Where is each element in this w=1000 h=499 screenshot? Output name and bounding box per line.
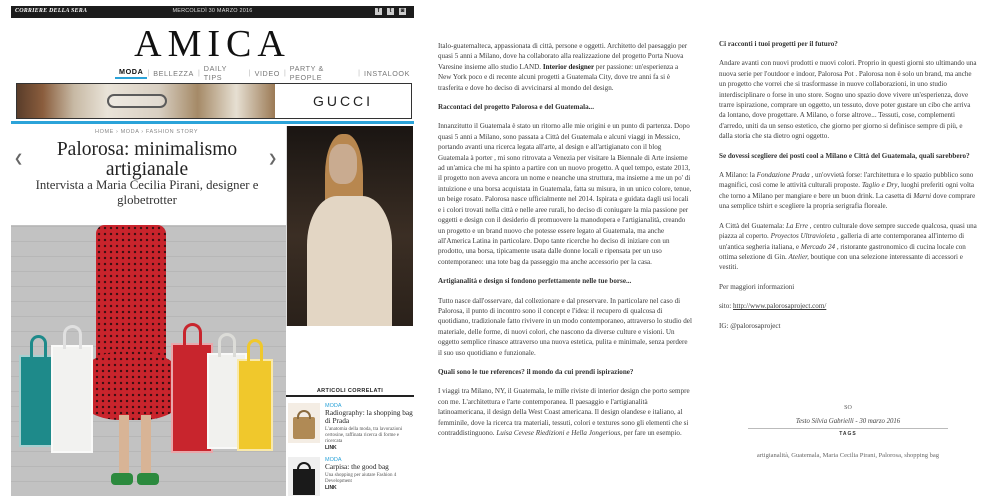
facebook-icon[interactable]: f: [375, 8, 382, 15]
related-link[interactable]: LINK: [325, 445, 337, 451]
site-url-link[interactable]: http://www.palorosaproject.com/: [733, 302, 827, 311]
instagram-icon[interactable]: ◙: [400, 8, 405, 14]
answer-paragraph: Tutto nasce dall'osservare, dal collezionare e dal preservare. In particolare nel caso di Palorosa, il punto di incontro sono il concept e l'idea: il recupero di qualcosa di quotidiano, tradizionale fatto rivivere in un modo contemporaneo, attraverso lo studio del materiale, delle forme, di nuovi colori, che nascono da diverse culture e visioni. Un oggetto semplice rinasce attraverso una nuova estetica, pulita e minimale, senza perdere il suo uso quotidiano e funzionale.: [438, 296, 692, 357]
accent-divider: [11, 121, 414, 124]
date-label: MERCOLEDÌ 30 MARZO 2016: [172, 8, 253, 14]
related-title: ARTICOLI CORRELATI: [286, 388, 414, 397]
answer-paragraph: I viaggi tra Milano, NY, il Guatemala, le mille riviste di interior design che porto sempre con me. L'architettura e l'arte contemporanea. Il paesaggio e l'artigianalità latinoamericana, il design della West Coast americana. Il design olandese e italiano, al femminile, dove la ricerca tra materiali, tessuti, colori e textures sono gli elementi che si contraddistinguono. Luisa Cevese Riedizioni e Hella Jongerious, per fare un esempio.: [438, 387, 690, 437]
article-subheadline: Intervista a Maria Cecilia Pirani, designer e globetrotter: [35, 178, 259, 207]
article-column-2: [719, 39, 977, 340]
article-headline: Palorosa: minimalismo artigianale: [56, 139, 238, 180]
related-category[interactable]: MODA: [325, 403, 342, 409]
social-links: [375, 8, 406, 15]
author-line: Testo Silvia Gabrielli - 30 marzo 2016: [795, 418, 901, 425]
so-label: SO: [844, 405, 852, 411]
nav-item-bellezza[interactable]: BELLEZZA: [153, 68, 194, 78]
article-column-1: [438, 41, 693, 447]
nav-item-video[interactable]: VIDEO: [254, 68, 280, 78]
prada-bag-thumbnail[interactable]: [288, 403, 320, 443]
answer-guatemala: A Città del Guatemala: La Erre , centro culturale dove sempre succede qualcosa, quasi una piazza al coperto. Proyectos Ultravioleta , galleria di arte contemporanea all'interno di un'antica segheria italiana, e Mercado 24 , ristorante gastronomico di cucina locale con ottima selezione di Gin. Atelier, boutique con una selezione interessante di accessori e vestiti.: [719, 221, 977, 272]
designer-portrait-photo: [286, 126, 413, 326]
tags-heading: TAGS: [839, 431, 857, 437]
question-heading: Raccontaci del progetto Palorosa e del Guatemala...: [438, 103, 594, 112]
answer-milano: A Milano: la Fondazione Prada , un'ovvietà forse: l'architettura e lo spazio pubblico sono magnifici, così come le attività culturali proposte. Taglio e Dry, luoghi preferiti ogni volta che torno a Milano per mangiare e bere un buon drink. La casetta di Marni dove comprare una semplice tshirt e scegliere la propria serigrafia floreale.: [719, 171, 976, 211]
main-nav: MODA | BELLEZZA | DAILY TIPS | VIDEO | PARTY & PEOPLE | INSTALOOK: [11, 66, 414, 80]
question-heading: Artigianalità e design si fondono perfettamente nelle tue borse...: [438, 277, 632, 286]
article-intro: Italo-guatemalteca, appassionata di città, persone e oggetti. Architetto del paesaggio per quasi 5 anni a Milano, dove ha collaborato alla realizzazione del progetto Porta Nuova Varesine insieme allo studio LAND. Interior designer per passione: un'esperienza a New York poco e di recente alcuni progetti a Guatemala City, dove tre anni fa si è trasferita e dove ho deciso di avvicinarsi al mondo del design.: [438, 42, 688, 92]
related-link[interactable]: LINK: [325, 485, 337, 491]
related-desc: Una shopping per aiutare Fashion 4 Development: [325, 473, 397, 484]
site-line: sito: http://www.palorosaproject.com/: [719, 302, 827, 311]
gucci-ad-banner[interactable]: [16, 83, 412, 119]
breadcrumb[interactable]: HOME › MODA › FASHION STORY: [95, 129, 199, 135]
site-screenshot: [11, 6, 414, 496]
related-desc: L'anatomia della moda, tra lavorazioni certosine, raffinata ricerca di forme e ricercata: [325, 427, 403, 444]
tags-list[interactable]: artigianalità, Guatemala, Maria Cecilia Pirani, Palorosa, shopping bag: [756, 452, 940, 459]
carpisa-bag-thumbnail[interactable]: [288, 457, 320, 496]
nav-item-daily-tips[interactable]: DAILY TIPS: [203, 64, 227, 82]
next-article-arrow-icon[interactable]: ❯: [268, 153, 278, 165]
question-heading: Se dovessi scegliere dei posti cool a Milano e Città del Guatemala, quali sarebbero?: [719, 151, 970, 160]
top-bar: [11, 6, 414, 18]
ad-photo: [17, 84, 275, 118]
related-item[interactable]: [286, 403, 414, 451]
article-credit: [719, 405, 977, 459]
divider: [748, 428, 948, 429]
nav-item-instalook[interactable]: INSTALOOK: [363, 68, 410, 78]
question-heading: Ci racconti i tuoi progetti per il futuro?: [719, 40, 838, 48]
question-heading: Quali sono le tue references? il mondo da cui prendi ispirazione?: [438, 367, 634, 376]
related-title-link[interactable]: Carpisa: the good bag: [325, 462, 389, 471]
ad-brand-name: GUCCI: [312, 93, 374, 109]
answer-paragraph: Andare avanti con nuovi prodotti e nuovi colori. Proprio in questi giorni sto ultimando una nuova serie per l'outdoor e indoor, Palorosa Pot . Palorosa non è solo un brand, ma anche un progetto che vorrei che si trasformasse in nuove collaborazioni, in uno studio interdisciplinare o forse in uno store. Sogno uno spazio dove vivere un'esperienza, dove trarre ispirazione, comprare un oggetto, un tessuto, dove poter gustare un cibo che arriva da lontano, dove progettare. A Milano, o forse altrove... Tessuti, cose, complementi d'arredo, uniti da un senso estetico, che giorno per giorno si definisce sempre di più, e dalla storia che sta dietro ogni oggetto.: [719, 59, 977, 141]
bags-hero-photo: [11, 225, 286, 496]
instagram-handle[interactable]: IG: @palorosaproject: [719, 321, 781, 330]
twitter-icon[interactable]: t: [387, 8, 394, 15]
prev-article-arrow-icon[interactable]: ❮: [14, 153, 24, 165]
related-category[interactable]: MODA: [325, 457, 342, 463]
nav-item-moda[interactable]: MODA: [115, 67, 147, 79]
more-info-label: Per maggiori informazioni: [719, 282, 795, 291]
answer-paragraph: Innanzitutto il Guatemala è stato un ritorno alle mie origini e un punto di partenza. Dopo quasi 5 anni a Milano, sono passata a Città del Guatemala e alcuni viaggi in Messico, portando avanti una ricerca legata all'arte, al design e all'artigianato con il blog Guatemala à porter , mi sono ritrovata a Venezia per visitare la Biennale di Arte insieme ad un'amica che mi ha spinto a partire con un nuovo progetto. A quel tempo, estate 2013, il progetto non aveva ancora un nome e neanche una struttura, ma insieme a me un po' di intuizione e una borsa acquistata in Guatemala, fatta su misura, in un unico colore, tenue, un beige rosato. Palorosa nasce ufficialmente nel 2014. Ispirata e guidata dagli usi locali e i colori trovati nella città e nelle aree rurali, ho deciso di coniugare la mia passione per oggetti e design con il desiderio di promuovere la manodopera e l'artigianalità, creando un progetto e un brand nuovo che potesse essere legato al Guatemala, ma anche all'America Latina in particolare. Dopo tante ricerche ho deciso di iniziare con un prodotto, una borsa, tipicamente usata dalle donne locali e ripensata per un uso contemporaneo: una tote bag da passeggio ma anche accessorio per la casa.: [438, 122, 692, 266]
nav-item-party-people[interactable]: PARTY & PEOPLE: [289, 64, 324, 82]
related-title-link[interactable]: Radiography: la shopping bag di Prada: [325, 408, 413, 425]
related-item[interactable]: [286, 457, 414, 496]
corriere-brand[interactable]: CORRIERE DELLA SERA: [15, 8, 88, 14]
related-articles: [286, 388, 414, 496]
amica-logo[interactable]: AMICA: [134, 23, 291, 65]
